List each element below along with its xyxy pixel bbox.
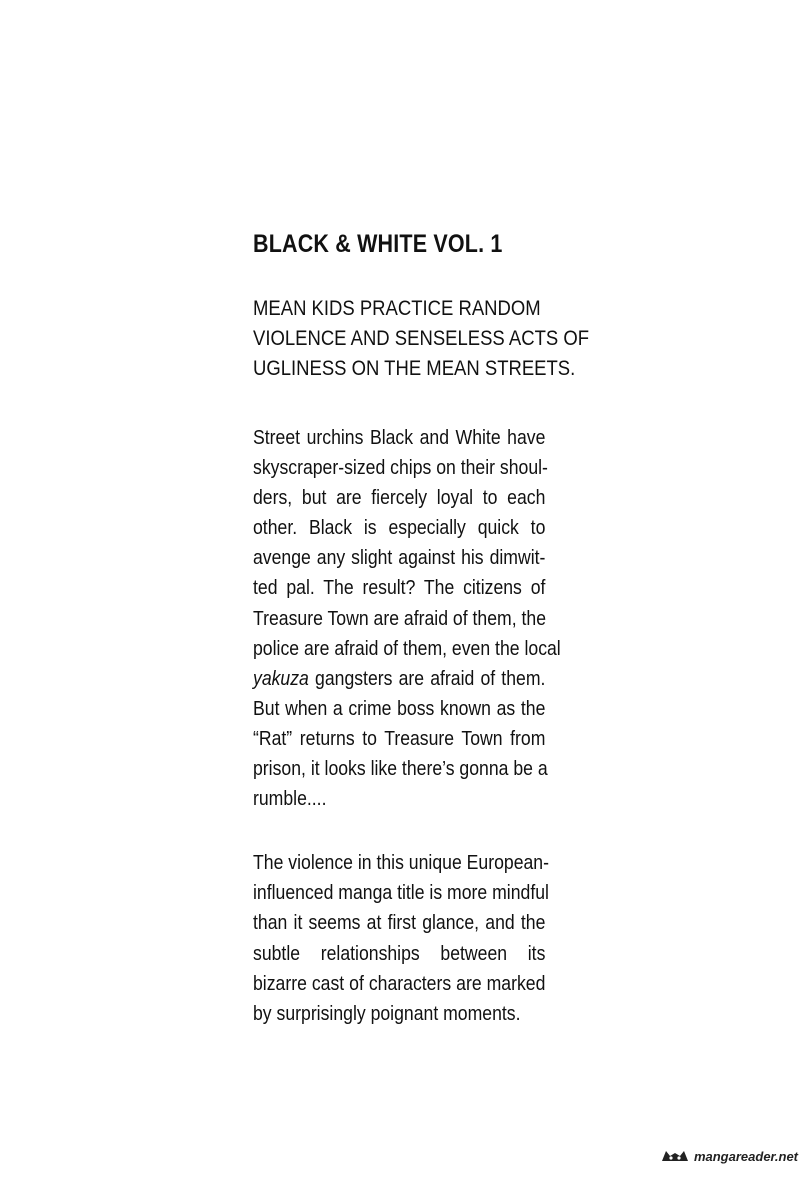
synopsis-line: prison, it looks like there’s gonna be a [253, 757, 548, 781]
tagline-line: MEAN KIDS PRACTICE RANDOM [253, 296, 541, 320]
synopsis-line: “Rat” returns to Treasure Town from [253, 726, 546, 750]
synopsis-line: ders, but are fiercely loyal to each [253, 486, 546, 510]
yakuza-italic: yakuza [253, 666, 309, 690]
commentary-line: by surprisingly poignant moments. [253, 1001, 521, 1025]
watermark-text: mangareader.net [693, 1148, 798, 1164]
synopsis-line: Treasure Town are afraid of them, the [253, 606, 547, 630]
commentary-line: influenced manga title is more mindful [253, 881, 549, 905]
commentary-line: than it seems at first glance, and the [253, 911, 546, 935]
synopsis-line-yakuza [253, 664, 545, 694]
tagline-line: VIOLENCE AND SENSELESS ACTS OF [253, 326, 590, 350]
commentary-line: The violence in this unique European- [253, 851, 549, 875]
synopsis-line: avenge any slight against his dimwit- [253, 546, 546, 570]
synopsis-line: rumble.... [253, 787, 327, 811]
commentary-paragraph [253, 848, 549, 1029]
synopsis-line: Street urchins Black and White have [253, 426, 546, 449]
synopsis-line: other. Black is especially quick to [253, 516, 546, 540]
synopsis-line: police are afraid of them, even the local [253, 636, 561, 660]
synopsis-line-rest: gangsters are afraid of them. [315, 666, 546, 690]
tagline [253, 293, 590, 383]
page-title: BLACK & WHITE VOL. 1 [253, 230, 503, 258]
commentary-line: subtle relationships between its [253, 941, 546, 965]
synopsis-line: ted pal. The result? The citizens of [253, 576, 546, 600]
synopsis-line: But when a crime boss known as the [253, 696, 546, 720]
text-column [253, 230, 590, 1063]
cat-logo-icon [660, 1147, 690, 1165]
tagline-line: UGLINESS ON THE MEAN STREETS. [253, 356, 576, 380]
commentary-line: bizarre cast of characters are marked [253, 971, 546, 995]
synopsis-line: skyscraper-sized chips on their shoul- [253, 456, 548, 480]
condensed-wrapper [253, 230, 590, 1029]
watermark [660, 1147, 800, 1165]
synopsis-paragraph [253, 423, 561, 814]
